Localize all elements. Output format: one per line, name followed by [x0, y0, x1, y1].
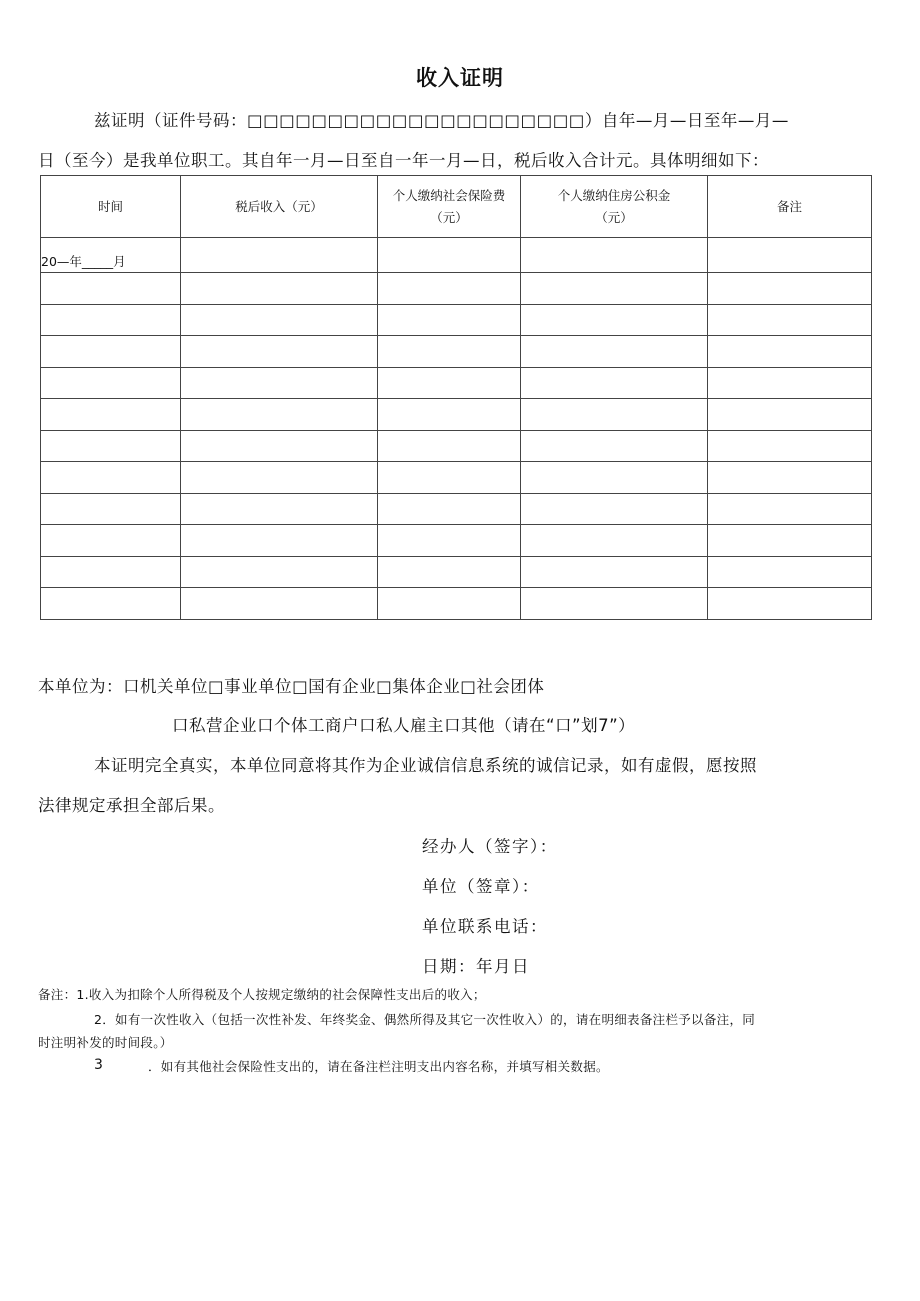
- table-cell[interactable]: [708, 336, 872, 368]
- table-cell[interactable]: [181, 367, 378, 399]
- table-cell[interactable]: [521, 493, 708, 525]
- table-cell[interactable]: [521, 336, 708, 368]
- first-row-time-label: 20—年_____月: [41, 254, 126, 269]
- table-cell[interactable]: [41, 273, 181, 305]
- table-cell[interactable]: [521, 556, 708, 588]
- declaration-line-1: 本证明完全真实，本单位同意将其作为企业诚信信息系统的诚信记录，如有虚假，愿按照: [94, 756, 757, 775]
- header-housing-fund: 个人缴纳住房公积金 （元）: [521, 176, 708, 238]
- table-cell[interactable]: [708, 588, 872, 620]
- table-cell[interactable]: [41, 430, 181, 462]
- table-cell[interactable]: [181, 273, 378, 305]
- intro-line-1: 兹证明（证件号码：□□□□□□□□□□□□□□□□□□□□□）自年—月—日至年—月—: [94, 111, 789, 130]
- unit-type-line-2: 口私营企业口个体工商户口私人雇主口其他（请在“口”划7”）: [172, 716, 636, 735]
- table-cell[interactable]: [378, 304, 521, 336]
- table-cell[interactable]: [708, 238, 872, 273]
- table-cell[interactable]: [41, 462, 181, 494]
- table-cell[interactable]: [521, 273, 708, 305]
- table-cell[interactable]: [521, 430, 708, 462]
- table-cell[interactable]: [378, 430, 521, 462]
- table-cell[interactable]: [181, 430, 378, 462]
- header-social-insurance: 个人缴纳社会保险费 （元）: [378, 176, 521, 238]
- table-cell[interactable]: [708, 556, 872, 588]
- table-cell[interactable]: [708, 430, 872, 462]
- table-cell[interactable]: [521, 462, 708, 494]
- table-cell[interactable]: [378, 525, 521, 557]
- table-cell[interactable]: [181, 238, 378, 273]
- table-cell[interactable]: [378, 367, 521, 399]
- table-cell[interactable]: [708, 493, 872, 525]
- table-cell[interactable]: [41, 304, 181, 336]
- table-cell[interactable]: [41, 367, 181, 399]
- intro-line-2: 日（至今）是我单位职工。其自年一月—日至自一年一月—日，税后收入合计元。具体明细如下：: [38, 151, 769, 170]
- table-row: [41, 556, 872, 588]
- table-cell[interactable]: [378, 588, 521, 620]
- table-cell[interactable]: [708, 273, 872, 305]
- table-cell[interactable]: [708, 462, 872, 494]
- table-row: [41, 367, 872, 399]
- unit-type-line-1: 本单位为：口机关单位□事业单位□国有企业□集体企业□社会团体: [38, 677, 545, 696]
- table-cell[interactable]: [708, 367, 872, 399]
- table-cell[interactable]: [41, 238, 181, 273]
- table-row: [41, 304, 872, 336]
- table-cell[interactable]: [378, 273, 521, 305]
- note-3-text: ．如有其他社会保险性支出的，请在备注栏注明支出内容名称，并填写相关数据。: [148, 1059, 609, 1074]
- table-cell[interactable]: [181, 399, 378, 431]
- table-cell[interactable]: [41, 525, 181, 557]
- table-cell[interactable]: [181, 588, 378, 620]
- table-header-row: [41, 176, 872, 238]
- income-detail-table: [40, 175, 872, 620]
- table-cell[interactable]: [41, 336, 181, 368]
- unit-phone-label: 单位联系电话：: [422, 917, 548, 936]
- table-cell[interactable]: [41, 493, 181, 525]
- unit-seal-label: 单位（签章）：: [422, 877, 540, 896]
- table-row: [41, 238, 872, 273]
- table-cell[interactable]: [521, 399, 708, 431]
- table-cell[interactable]: [378, 556, 521, 588]
- table-cell[interactable]: [378, 462, 521, 494]
- page-title: 收入证明: [416, 66, 504, 90]
- table-row: [41, 336, 872, 368]
- table-row: [41, 430, 872, 462]
- handler-signature-label: 经办人（签字）：: [422, 837, 558, 856]
- table-cell[interactable]: [521, 304, 708, 336]
- table-cell[interactable]: [521, 525, 708, 557]
- table-row: [41, 493, 872, 525]
- header-time: 时间: [41, 176, 181, 238]
- table-cell[interactable]: [41, 556, 181, 588]
- table-row: [41, 588, 872, 620]
- table-cell[interactable]: [41, 399, 181, 431]
- table-cell[interactable]: [181, 304, 378, 336]
- table-cell[interactable]: [708, 304, 872, 336]
- table-cell[interactable]: [181, 493, 378, 525]
- table-cell[interactable]: [378, 399, 521, 431]
- table-row: [41, 273, 872, 305]
- note-1: 备注：1.收入为扣除个人所得税及个人按规定缴纳的社会保障性支出后的收入；: [38, 987, 486, 1002]
- table-cell[interactable]: [181, 462, 378, 494]
- table-row: [41, 399, 872, 431]
- table-cell[interactable]: [378, 493, 521, 525]
- header-remarks: 备注: [708, 176, 872, 238]
- table-cell[interactable]: [378, 238, 521, 273]
- note-2-line-1: 2．如有一次性收入（包括一次性补发、年终奖金、偶然所得及其它一次性收入）的，请在明细表备注栏予以备注，同: [94, 1012, 756, 1027]
- note-3-number: 3: [94, 1057, 104, 1073]
- note-2-line-2: 时注明补发的时间段。）: [38, 1035, 173, 1050]
- header-after-tax-income: 税后收入（元）: [181, 176, 378, 238]
- table-cell[interactable]: [708, 399, 872, 431]
- table-row: [41, 462, 872, 494]
- table-cell[interactable]: [521, 238, 708, 273]
- table-cell[interactable]: [378, 336, 521, 368]
- table-cell[interactable]: [521, 367, 708, 399]
- table-cell[interactable]: [181, 556, 378, 588]
- table-row: [41, 525, 872, 557]
- date-label: 日期：年月日: [422, 957, 530, 976]
- table-cell[interactable]: [181, 336, 378, 368]
- table-cell[interactable]: [181, 525, 378, 557]
- declaration-line-2: 法律规定承担全部后果。: [38, 796, 225, 815]
- table-cell[interactable]: [521, 588, 708, 620]
- table-cell[interactable]: [41, 588, 181, 620]
- table-cell[interactable]: [708, 525, 872, 557]
